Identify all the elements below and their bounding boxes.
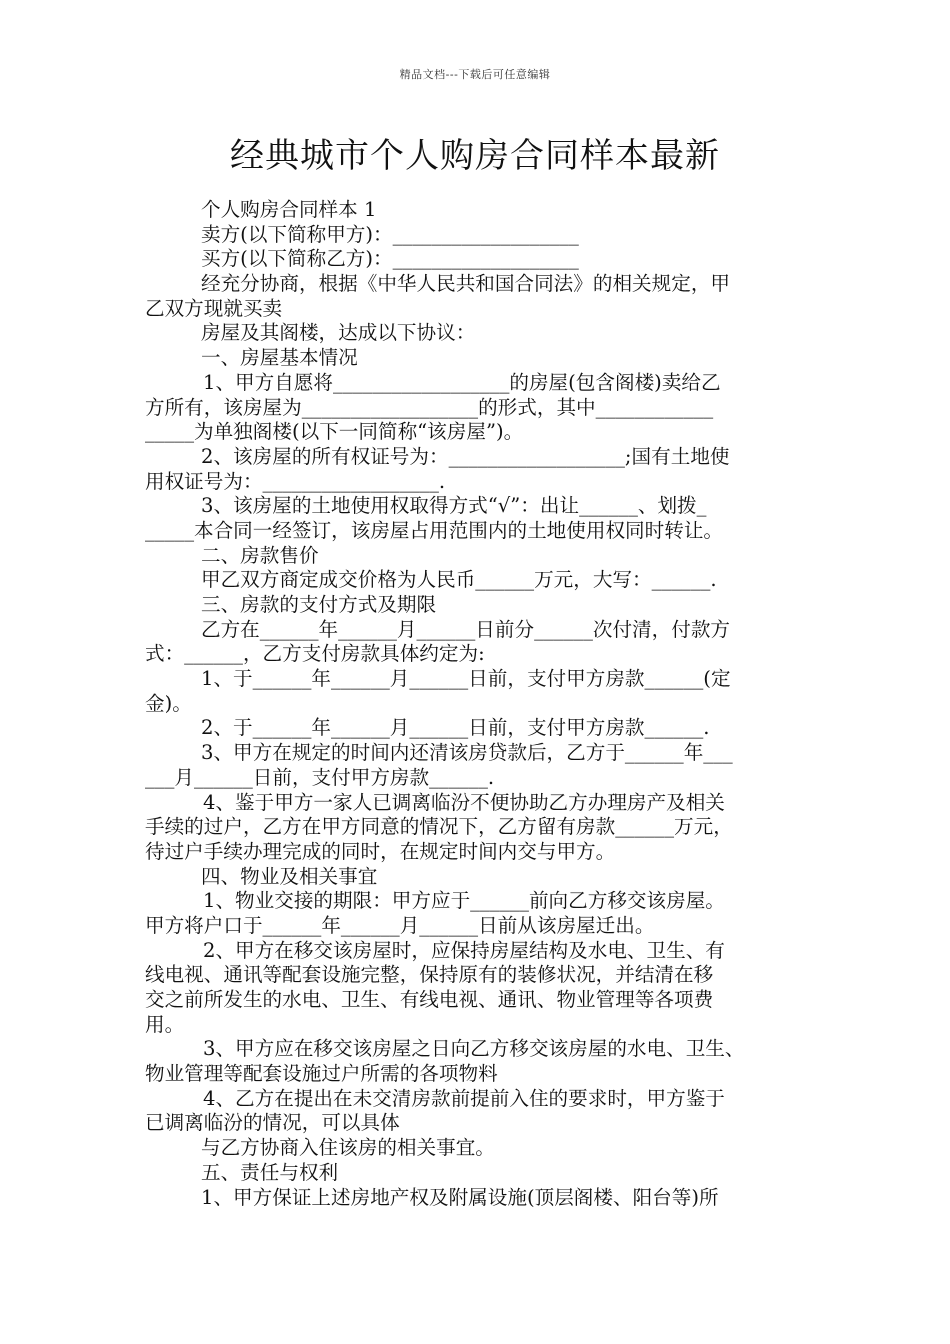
contract-line: 卖方(以下简称甲方)：___________________ bbox=[201, 222, 579, 246]
contract-line: 用权证号为：__________________. bbox=[145, 469, 446, 493]
contract-line: 甲乙双方商定成交价格为人民币______万元，大写：______. bbox=[201, 568, 717, 592]
contract-body bbox=[145, 198, 810, 1210]
contract-line: _____为单独阁楼(以下一同简称“该房屋”)。 bbox=[145, 420, 524, 444]
contract-line: 手续的过户，乙方在甲方同意的情况下，乙方留有房款______万元， bbox=[145, 815, 733, 839]
contract-line: 二、房款售价 bbox=[201, 543, 319, 567]
contract-line: 四、物业及相关事宜 bbox=[201, 864, 378, 888]
contract-line: 3、该房屋的土地使用权取得方式“√”：出让______、划拨_ bbox=[201, 494, 707, 518]
contract-line: 用。 bbox=[145, 1012, 185, 1036]
contract-line: 甲方将户口于______年______月______日前从该房屋迁出。 bbox=[145, 913, 655, 937]
document-title: 经典城市个人购房合同样本最新 bbox=[230, 136, 720, 176]
contract-line: 已调离临汾的情况，可以具体 bbox=[145, 1111, 400, 1135]
contract-line: 1、于______年______月______日前，支付甲方房款______(定 bbox=[201, 667, 731, 691]
contract-line: 房屋及其阁楼，达成以下协议： bbox=[201, 321, 476, 345]
contract-line: 五、责任与权利 bbox=[201, 1160, 339, 1184]
contract-line: 与乙方协商入住该房的相关事宜。 bbox=[201, 1136, 495, 1160]
header-note: 精品文档---下载后可任意编辑 bbox=[399, 68, 551, 81]
contract-line: 2、甲方在移交该房屋时，应保持房屋结构及水电、卫生、有 bbox=[203, 938, 725, 962]
contract-line: 待过户手续办理完成的同时，在规定时间内交与甲方。 bbox=[145, 839, 616, 863]
contract-line: 买方(以下简称乙方)：___________________ bbox=[201, 247, 579, 271]
contract-line: 经充分协商，根据《中华人民共和国合同法》的相关规定，甲 bbox=[201, 272, 731, 296]
contract-line: 1、甲方保证上述房地产权及附属设施(顶层阁楼、阳台等)所 bbox=[201, 1185, 719, 1209]
contract-line: 1、甲方自愿将__________________的房屋(包含阁楼)卖给乙 bbox=[203, 370, 721, 394]
contract-line: ___月______日前，支付甲方房款______. bbox=[145, 765, 495, 789]
contract-line: 交之前所发生的水电、卫生、有线电视、通讯、物业管理等各项费 bbox=[145, 988, 714, 1011]
contract-line: 1、物业交接的期限：甲方应于______前向乙方移交该房屋。 bbox=[203, 889, 725, 913]
contract-line: 方所有，该房屋为__________________的形式，其中____________ bbox=[145, 395, 714, 419]
contract-line: 3、甲方在规定的时间内还清该房贷款后，乙方于______年___ bbox=[201, 741, 733, 765]
contract-line: 线电视、通讯等配套设施完整，保持原有的装修状况，并结清在移 bbox=[145, 963, 714, 987]
contract-line: 金)。 bbox=[145, 691, 192, 715]
contract-line: 4、乙方在提出在未交清房款前提前入住的要求时，甲方鉴于 bbox=[203, 1086, 725, 1110]
contract-line: 乙方在______年______月______日前分______次付清，付款方 bbox=[201, 617, 731, 641]
contract-line: 物业管理等配套设施过户所需的各项物料 bbox=[145, 1062, 498, 1086]
contract-line: 一、房屋基本情况 bbox=[201, 346, 358, 370]
contract-line: 三、房款的支付方式及期限 bbox=[201, 593, 437, 616]
contract-line: _____本合同一经签订，该房屋占用范围内的土地使用权同时转让。 bbox=[145, 518, 724, 542]
contract-line: 3、甲方应在移交该房屋之日向乙方移交该房屋的水电、卫生、 bbox=[203, 1037, 745, 1061]
contract-line: 个人购房合同样本 1 bbox=[201, 198, 377, 221]
contract-line: 2、该房屋的所有权证号为：__________________;国有土地使 bbox=[201, 444, 730, 468]
contract-line: 式：______，乙方支付房款具体约定为: bbox=[145, 642, 485, 666]
contract-line: 乙双方现就买卖 bbox=[145, 296, 283, 320]
contract-line: 2、于______年______月______日前，支付甲方房款______. bbox=[201, 716, 710, 740]
contract-line: 4、鉴于甲方一家人已调离临汾不便协助乙方办理房产及相关 bbox=[203, 790, 725, 814]
